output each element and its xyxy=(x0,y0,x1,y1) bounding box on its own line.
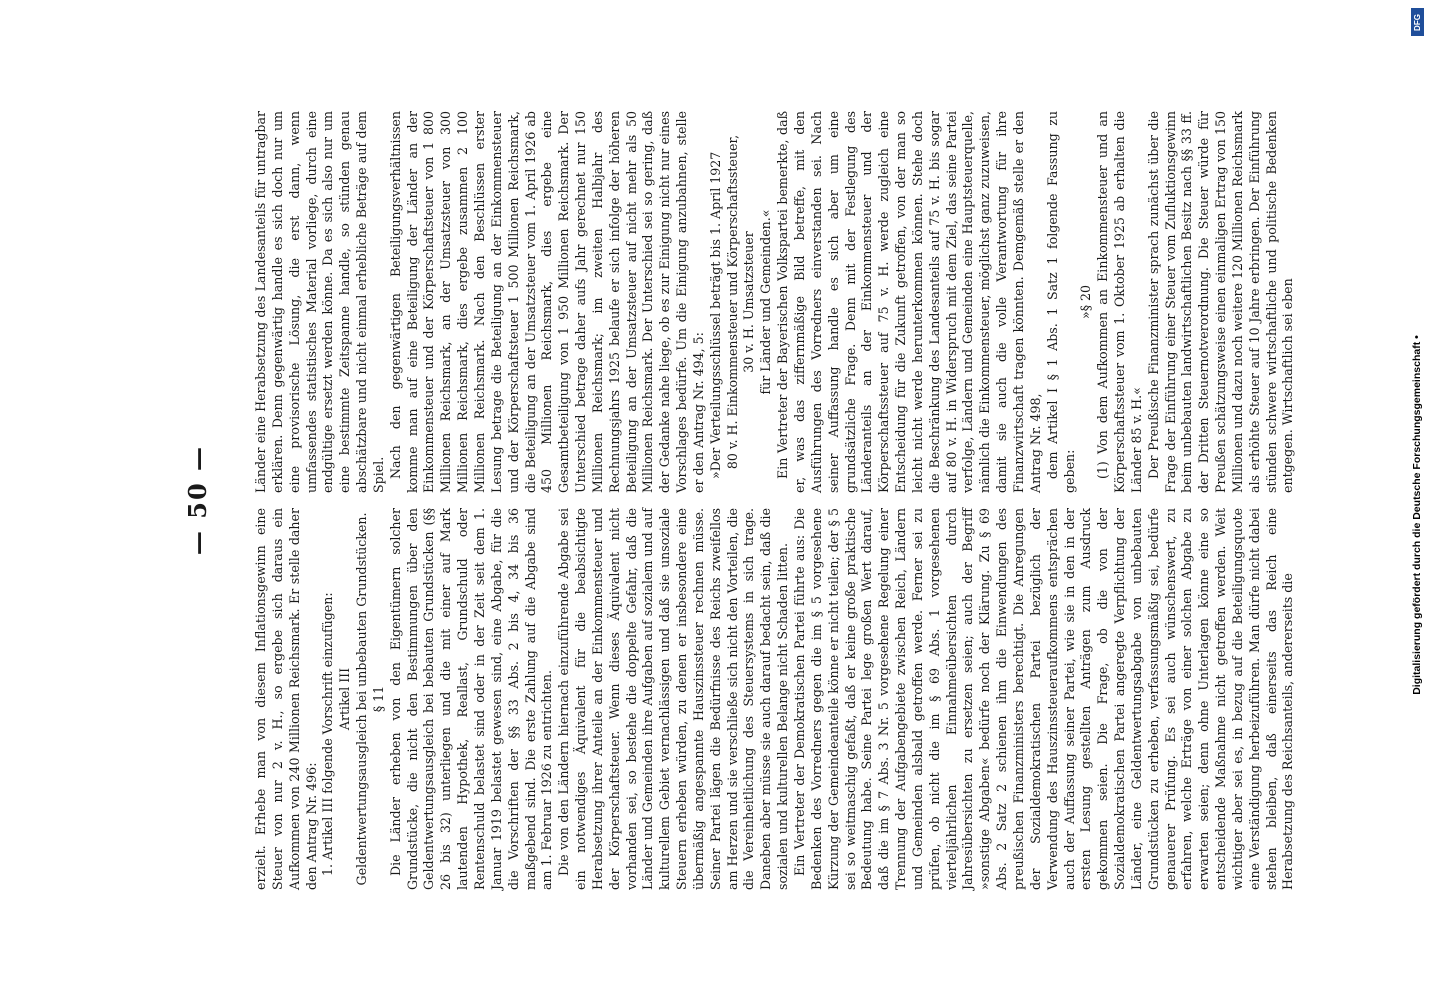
section-heading: § 11 xyxy=(370,685,386,713)
dfg-logo-text: DFG xyxy=(1413,13,1423,31)
quote-line: »Der Verteilungsschlüssel beträgt bis 1. April 1927 xyxy=(707,151,723,479)
dfg-logo xyxy=(1411,8,1424,36)
paragraph: (1) Von dem Aufkommen an Einkommensteuer und an Körperschaftssteuer vom 1. Oktober 1925 ab erhalten die Länder 85 v. H.« xyxy=(1095,111,1144,493)
article-subtitle: Geldentwertungsausgleich bei unbebauten Grundstücken. xyxy=(354,512,370,886)
paragraph: Ein Vertreter der Demokratischen Partei führte aus: Die Bedenken des Vorredners gegen die im § 5 vorgesehene Kürzung der Gemeindeanteile könne er nicht teilen; der § 5 sei so weitmaschig gefaßt, daß er keine große praktische Bedeutung habe. Seine Partei lege großen Wert darauf, daß die im § 7 Abs. 3 Nr. 5 vorgesehene Regelung einer Trennung der Aufgabengebiete zwischen Reich, Ländern und Gemeinden alsbald getroffen werde. Ferner sei zu prüfen, ob nicht die im § 69 Abs. 1 vorgesehenen vierteljährlichen Einnahmeübersichten durch Jahresübersichten zu ersetzen seien; auch der Begriff »sonstige Abgaben« bedürfe noch der Klärung. Zu § 69 Abs. 2 Satz 2 schienen ihm die Einwendungen des preußischen Finanzministers berechtigt. Die Anregungen der Sozialdemokratischen Partei bezüglich der Verwendung des Hauszinssteueraufkommens entsprächen auch der Auffassung seiner Partei, wie sie in den in der ersten Lesung gestellten Anträgen zum Ausdruck gekommen seien. Die Frage, ob die von der Sozialdemokratischen Partei angeregte Verpflichtung der Länder, eine Geldentwertungsabgabe von unbebauten Grundstücken zu erheben, verfassungsmäßig sei, bedürfe genauerer Prüfung. Es sei auch wünschenswert, zu erfahren, welche Erträge von einer solchen Abgabe zu erwarten seien; denn ohne Unterlagen könne eine so entscheidende Maßnahme nicht getroffen werden. Weit wichtiger aber sei es, in bezug auf die Beteiligungsquote eine Verständigung herbeizuführen. Man dürfe nicht dabei stehen bleiben, daß einerseits das Reich eine Herabsetzung des Reichsanteils, andererseits die xyxy=(792,508,1296,890)
section-heading: »§ 20 xyxy=(1078,284,1094,320)
paragraph: Länder eine Herabsetzung des Landesanteils für untragbar erklären. Denn gegenwärtig handle es sich doch nur um eine provisorische Lösung, die erst dann, wenn umfassendes statistisches Material vorliege, durch eine endgültige ersetzt werden könne. Da es sich also nur um eine bestimmte Zeitspanne handle, so stünden genau abschätzbare und nicht einmal erhebliche Beträge auf dem Spiel. xyxy=(253,111,386,493)
paragraph: Die Länder erheben von den Eigentümern solcher Grundstücke, die nicht den Bestimmungen über den Geldentwertungsausgleich bei bebauten Grundstücken (§§ 26 bis 32) unterliegen und die mit einer auf Mark lautenden Hypothek, Reallast, Grundschuld oder Rentenschuld belastet sind oder in der Zeit seit dem 1. Januar 1919 belastet gewesen sind, eine Abgabe, für die die Vorschriften der §§ 33 Abs. 2 bis 4, 34 bis 36 maßgebend sind. Die erste Zahlung auf die Abgabe sind am 1. Februar 1926 zu entrichten. xyxy=(387,508,555,890)
page-number: — 50 — xyxy=(183,444,212,556)
paragraph: erzielt. Erhebe man von diesem Inflationsgewinn eine Steuer von nur 2 v. H., so ergebe sich daraus ein Aufkommen von 240 Millionen Reichsmark. Er stelle daher den Antrag Nr. 496: xyxy=(253,508,319,890)
left-column xyxy=(253,508,1297,890)
digitization-credit: Digitalisierung gefördert durch die Deutsche Forschungsgemeinschaft • xyxy=(1411,335,1423,695)
article-title: Artikel III xyxy=(337,667,353,731)
quote-line: 80 v. H. Einkommensteuer und Körperschaftssteuer, xyxy=(724,134,740,470)
paragraph: Die von den Ländern hiernach einzuführende Abgabe sei ein notwendiges Äquivalent für die beabsichtigte Herabsetzung ihrer Anteile an der Einkommensteuer und der Körperschaftsteuer. Wenn dieses Äquivalent nicht vorhanden sei, so bestehe die doppelte Gefahr, daß die Länder und Gemeinden ihre Aufgaben auf sozialem und auf kulturellem Gebiet vernachlässigen und daß sie unsoziale Steuern erheben würden, zu denen er insbesondere eine übermäßig angespannte Hauszinssteuer rechnen müsse. Seiner Partei lägen die Bedürfnisse des Reichs zweifellos am Herzen und sie verschließe sich nicht den Vorteilen, die die Vereinheitlichung des Steuersystems in sich trage. Daneben aber müsse sie auch darauf bedacht sein, daß die sozialen und kulturellen Belange nicht Schaden litten. xyxy=(556,508,791,890)
paragraph: Nach den gegenwärtigen Beteiligungsverhältnissen komme man auf eine Beteiligung der Länder an der Einkommensteuer und der Körperschaftsteuer von 1 800 Millionen Reichsmark, an der Umsatzsteuer von 300 Millionen Reichsmark, dies ergebe zusammen 2 100 Millionen Reichsmark. Nach den Beschlüssen erster Lesung betrage die Beteiligung an der Einkommensteuer und der Körperschaftsteuer 1 500 Millionen Reichsmark, die Beteiligung an der Umsatzsteuer vom 1. April 1926 ab 450 Millionen Reichsmark, dies ergebe eine Gesamtbeteiligung von 1 950 Millionen Reichsmark. Der Unterschied betrage daher aufs Jahr gerechnet nur 150 Millionen Reichsmark; im zweiten Halbjahr des Rechnungsjahrs 1925 belaufe er sich infolge der höheren Beteiligung an der Umsatzsteuer auf nicht mehr als 50 Millionen Reichsmark. Der Unterschied sei so gering, daß der Gedanke nahe liege, ob es zur Einigung nicht nur eines Vorschlages bedürfe. Um die Einigung anzubahnen, stelle er den Antrag Nr. 494, 5: xyxy=(387,111,706,493)
list-item: 1. Artikel III folgende Vorschrift einzufügen: xyxy=(320,592,336,876)
paragraph: dem Artikel I § 1 Abs. 1 Satz 1 folgende Fassung zu geben: xyxy=(1044,111,1077,493)
quote-line: 30 v. H. Umsatzsteuer xyxy=(741,231,757,373)
digitization-credit-sidebar xyxy=(1400,0,1434,1000)
paragraph: Der Preußische Finanzminister sprach zunächst über die Frage der Einführung einer Steuer vom Zufluktionsgewinn beim unbebauten landwirtschaftlichen Besitz nach §§ 33 ff. der Dritten Steuernotverordnung. Die Steuer würde für Preußen schätzungsweise einen einmaligen Ertrag von 150 Millionen und dazu noch weitere 120 Millionen Reichsmark als erhöhte Steuer auf 10 Jahre erbringen. Der Einführung stünden schwere wirtschaftliche und politische Bedenken entgegen. Wirtschaftlich sei eben xyxy=(1145,111,1296,493)
quote-line: für Länder und Gemeinden.« xyxy=(758,209,774,395)
rotated-page-content xyxy=(117,90,1317,910)
right-column xyxy=(253,111,1297,493)
paragraph: Ein Vertreter der Bayerischen Volkspartei bemerkte, daß er, was das ziffernmäßige Bild betreffe, mit den Ausführungen des Vorredners einverstanden sei. Nach seiner Auffassung handle es sich aber um eine grundsätzliche Frage. Denn mit der Festlegung des Länderanteils an der Einkommensteuer und der Körperschaftssteuer auf 75 v. H. werde zugleich eine Entscheidung für die Zukunft getroffen, von der man so leicht nicht werde herunterkommen können. Stehe doch die Beschränkung des Landesanteils auf 75 v. H. bis sogar auf 80 v. H. in Widerspruch mit dem Ziel, das seine Partei verfolge, Ländern und Gemeinden eine Hauptsteuerquelle, nämlich die Einkommensteuer, möglichst ganz zuzuweisen, damit sie auch die volle Verantwortung für ihre Finanzwirtschaft tragen könnten. Demgemäß stelle er den Antrag Nr. 498, xyxy=(775,111,1043,493)
